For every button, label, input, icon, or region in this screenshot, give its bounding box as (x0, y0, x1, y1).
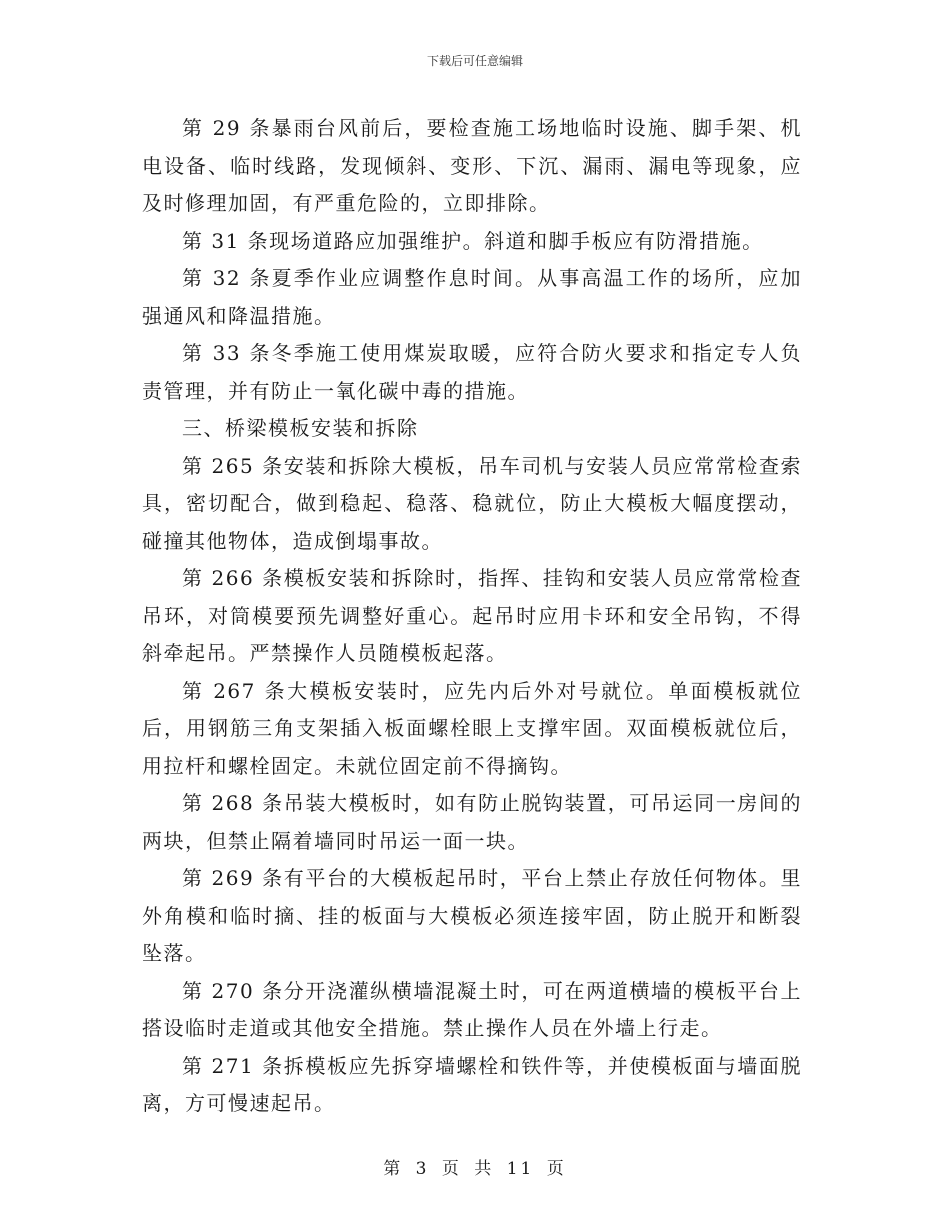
total-page-count: 11 (506, 1159, 535, 1179)
page-header: 下载后可任意编辑 (426, 54, 523, 68)
current-page-number: 3 (415, 1159, 430, 1179)
footer-prefix: 第 (383, 1159, 404, 1179)
page-footer (0, 1154, 950, 1179)
paragraph-article-31: 第 31 条现场道路应加强维护。斜道和脚手板应有防滑措施。 (182, 228, 764, 253)
footer-suffix: 页 (546, 1159, 567, 1179)
footer-total-word: 共 (474, 1159, 495, 1179)
footer-page-word: 页 (441, 1159, 462, 1179)
section-heading: 三、桥梁模板安装和拆除 (182, 416, 419, 440)
paragraph-article-32: 第 32 条夏季作业应调整作息时间。从事高温工作的场所，应加强通风和降温措施。 (142, 266, 802, 328)
paragraph-article-267: 第 267 条大模板安装时，应先内后外对号就位。单面模板就位后，用钢筋三角支架插入板面螺栓眼上支撑牢固。双面模板就位后，用拉杆和螺栓固定。未就位固定前不得摘钩。 (142, 678, 802, 778)
paragraph-article-268: 第 268 条吊装大模板时，如有防止脱钩装置，可吊运同一房间的两块，但禁止隔着墙同时吊运一面一块。 (142, 791, 802, 853)
paragraph-article-29: 第 29 条暴雨台风前后，要检查施工场地临时设施、脚手架、机电设备、临时线路，发现倾斜、变形、下沉、漏雨、漏电等现象，应及时修理加固，有严重危险的，立即排除。 (142, 116, 802, 215)
paragraph-article-269: 第 269 条有平台的大模板起吊时，平台上禁止存放任何物体。里外角模和临时摘、挂的板面与大模板必须连接牢固，防止脱开和断裂坠落。 (142, 866, 802, 965)
document-body (142, 110, 802, 1123)
paragraph-article-265: 第 265 条安装和拆除大模板，吊车司机与安装人员应常常检查索具，密切配合，做到稳起、稳落、稳就位，防止大模板大幅度摆动，碰撞其他物体，造成倒塌事故。 (142, 453, 802, 553)
paragraph-article-270: 第 270 条分开浇灌纵横墙混凝土时，可在两道横墙的模板平台上搭设临时走道或其他安全措施。禁止操作人员在外墙上行走。 (142, 978, 802, 1040)
paragraph-article-271: 第 271 条拆模板应先拆穿墙螺栓和铁件等，并使模板面与墙面脱离，方可慢速起吊。 (142, 1053, 802, 1115)
paragraph-article-33: 第 33 条冬季施工使用煤炭取暖，应符合防火要求和指定专人负责管理，并有防止一氧化碳中毒的措施。 (142, 341, 802, 403)
paragraph-article-266: 第 266 条模板安装和拆除时，指挥、挂钩和安装人员应常常检查吊环，对筒模要预先调整好重心。起吊时应用卡环和安全吊钩，不得斜牵起吊。严禁操作人员随模板起落。 (142, 566, 802, 665)
